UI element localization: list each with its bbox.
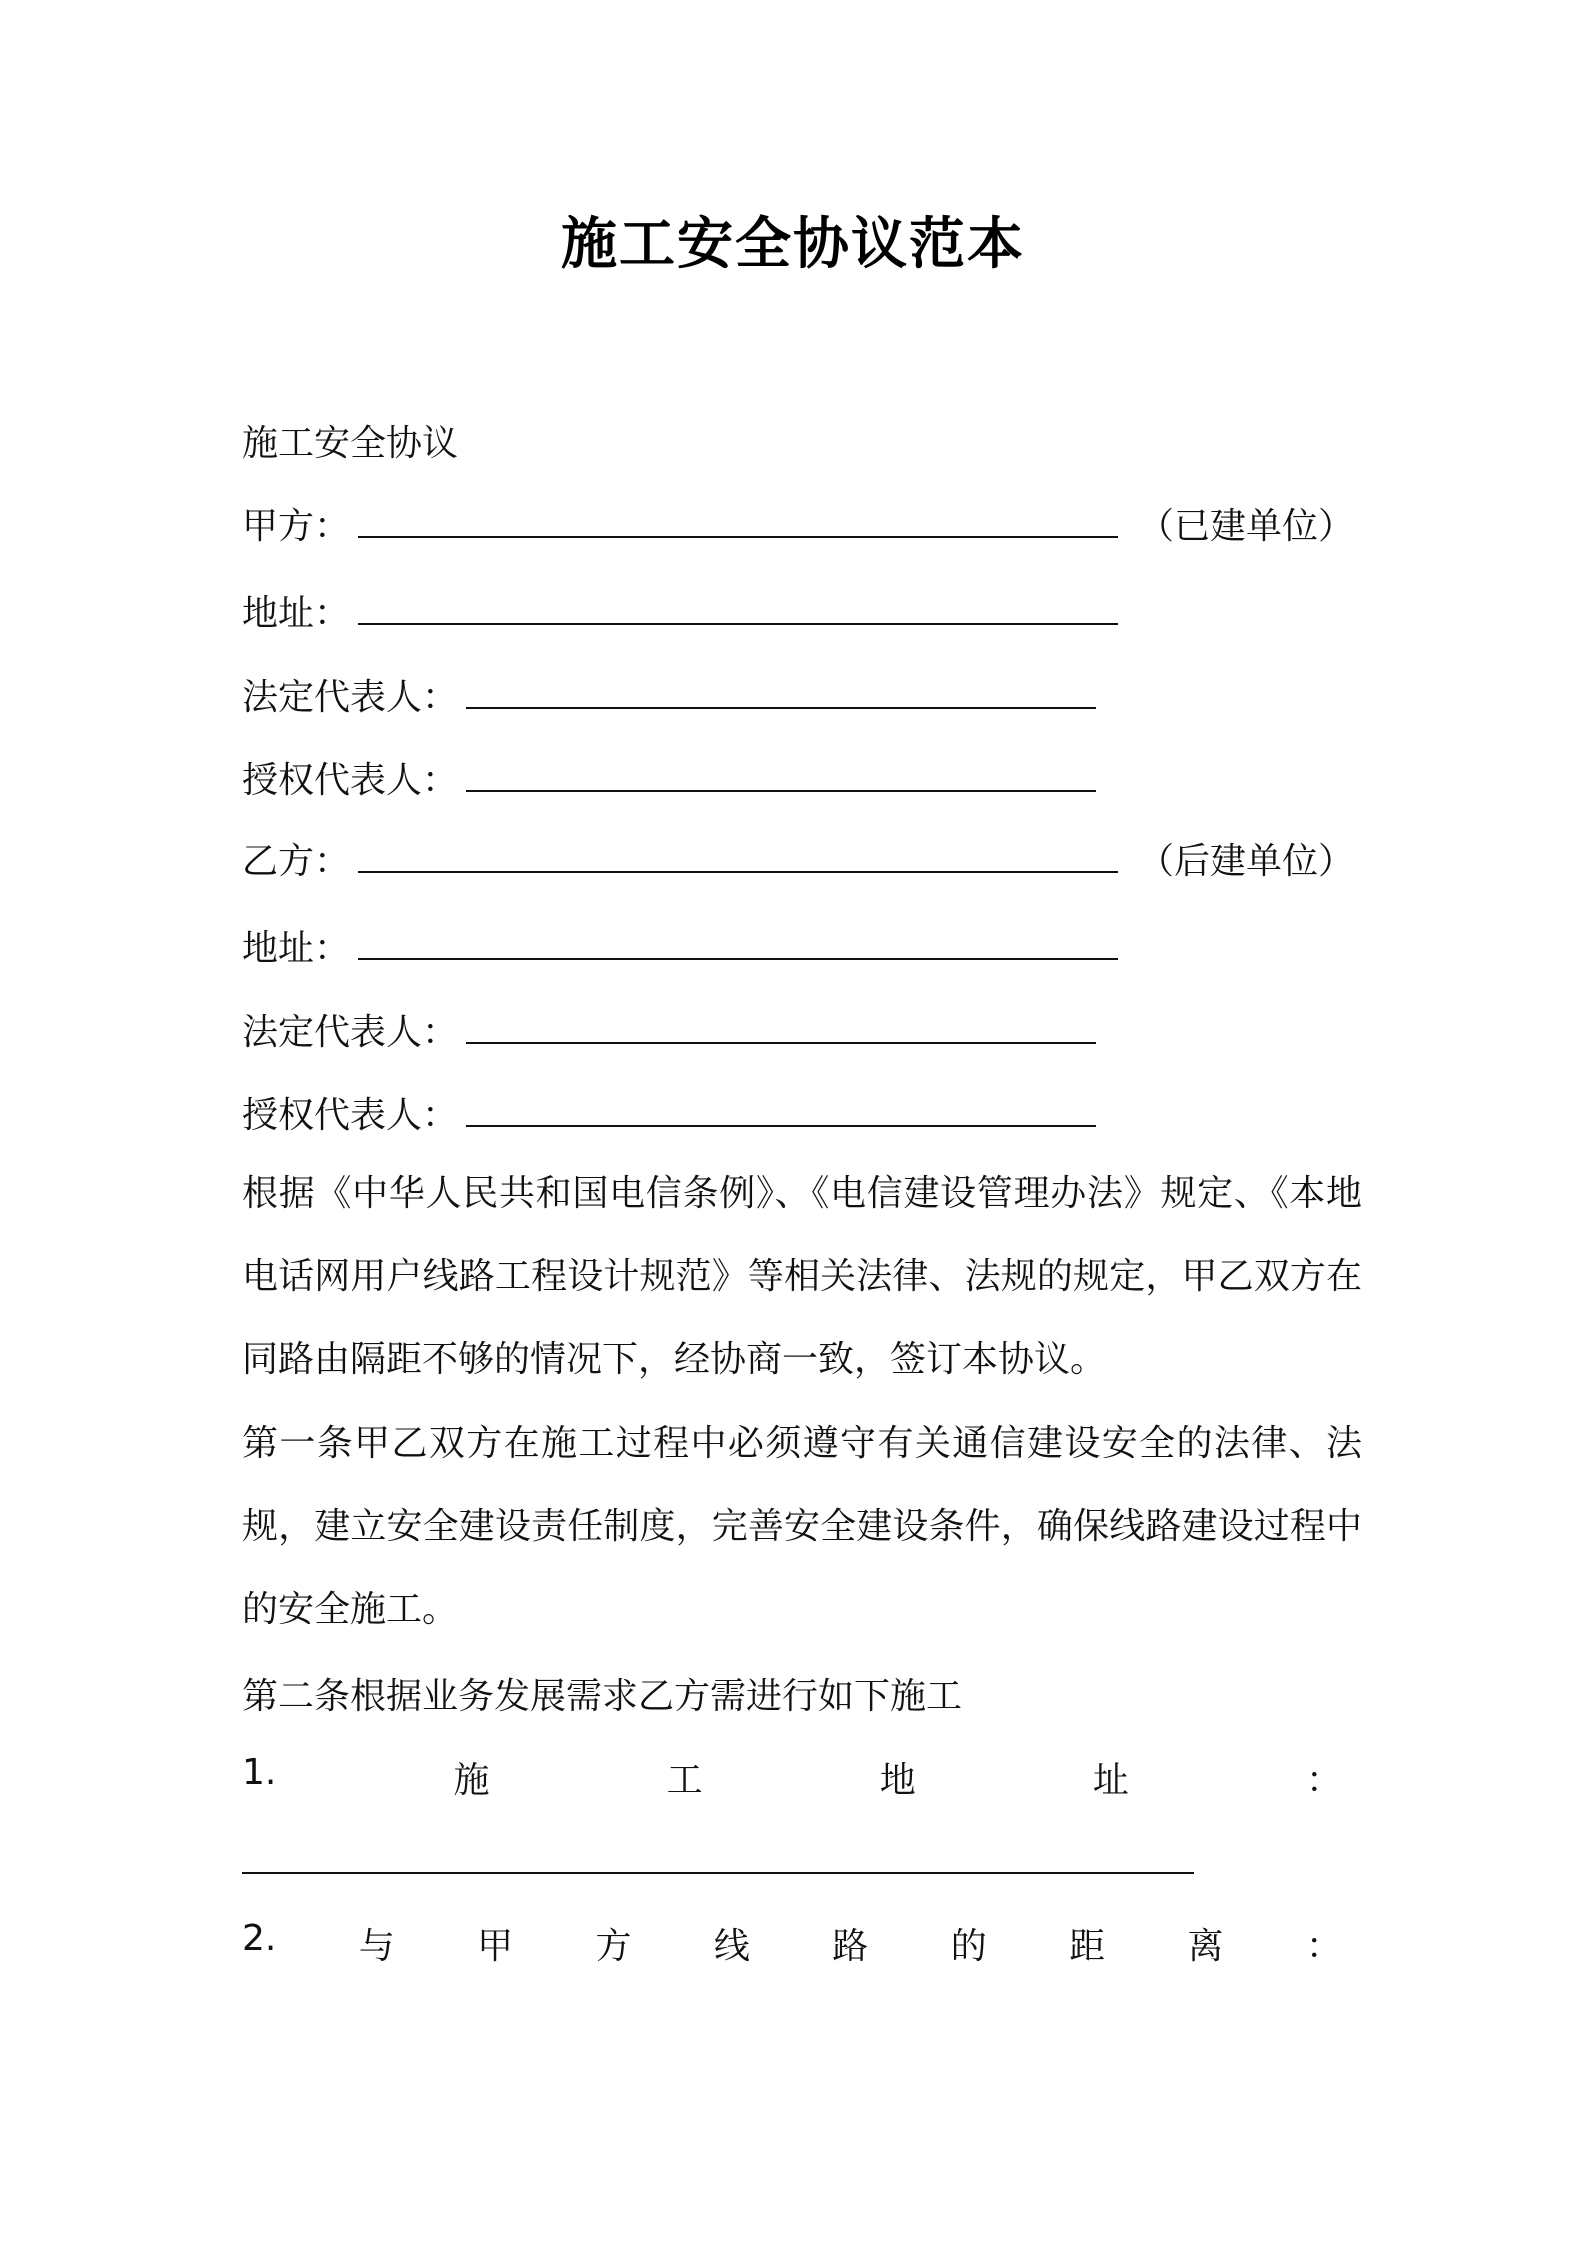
party-b-legal-rep-line <box>242 1004 1096 1055</box>
party-a-suffix: （已建单位） <box>1138 506 1355 547</box>
party-b-auth-rep-blank[interactable] <box>466 1095 1096 1127</box>
item-1-line <box>242 1752 1342 1803</box>
item-2-char: 甲 <box>477 1926 514 1967</box>
item-2-char: 的 <box>950 1926 987 1967</box>
party-b-label: 乙方： <box>242 841 351 882</box>
item-2-char: 距 <box>1069 1926 1106 1967</box>
item-2-char: 方 <box>595 1926 632 1967</box>
item-2-char: ： <box>1305 1926 1342 1967</box>
item-2-line <box>242 1918 1342 1969</box>
item-1-char: 地 <box>879 1760 916 1801</box>
party-a-address-blank[interactable] <box>358 593 1118 625</box>
item-1-address-blank[interactable] <box>242 1870 1194 1874</box>
item-1-char: 施 <box>453 1760 490 1801</box>
item-2-char: 线 <box>713 1926 750 1967</box>
party-a-legal-rep-label: 法定代表人： <box>242 677 459 718</box>
item-1-number: 1. <box>242 1752 277 1793</box>
party-a-line <box>242 498 1354 549</box>
item-2-char: 离 <box>1187 1926 1224 1967</box>
agreement-subtitle: 施工安全协议 <box>242 423 459 464</box>
item-1-char: 址 <box>1092 1760 1129 1801</box>
party-a-address-label: 地址： <box>242 593 351 634</box>
party-b-line <box>242 833 1354 884</box>
item-1-char: 工 <box>666 1760 703 1801</box>
party-a-blank[interactable] <box>358 506 1118 538</box>
party-b-address-blank[interactable] <box>358 928 1118 960</box>
item-2-char: 路 <box>832 1926 869 1967</box>
party-a-legal-rep-blank[interactable] <box>466 677 1096 709</box>
item-2-char: 与 <box>358 1926 395 1967</box>
preamble-paragraph: 根据《中华人民共和国电信条例》、《电信建设管理办法》规定、《本地电话网用户线路工程设计规范》等相关法律、法规的规定，甲乙双方在同路由隔距不够的情况下，经协商一致，签订本协议。 <box>242 1173 1362 1380</box>
party-b-address-label: 地址： <box>242 928 351 969</box>
party-a-label: 甲方： <box>242 506 351 547</box>
item-2-number: 2. <box>242 1918 277 1959</box>
item-1-char: ： <box>1305 1760 1342 1801</box>
party-b-blank[interactable] <box>358 841 1118 873</box>
document-title: 施工安全协议范本 <box>561 212 1025 277</box>
party-a-auth-rep-line <box>242 752 1096 803</box>
party-b-auth-rep-label: 授权代表人： <box>242 1095 459 1136</box>
party-a-auth-rep-label: 授权代表人： <box>242 760 459 801</box>
party-b-address-line <box>242 920 1118 971</box>
party-b-legal-rep-blank[interactable] <box>466 1012 1096 1044</box>
party-b-suffix: （后建单位） <box>1138 841 1355 882</box>
article-2-heading: 第二条根据业务发展需求乙方需进行如下施工 <box>242 1676 963 1717</box>
article-1-paragraph: 第一条甲乙双方在施工过程中必须遵守有关通信建设安全的法律、法规，建立安全建设责任制度，完善安全建设条件，确保线路建设过程中的安全施工。 <box>242 1423 1362 1630</box>
party-a-address-line <box>242 585 1118 636</box>
party-a-legal-rep-line <box>242 669 1096 720</box>
party-a-auth-rep-blank[interactable] <box>466 760 1096 792</box>
party-b-legal-rep-label: 法定代表人： <box>242 1012 459 1053</box>
party-b-auth-rep-line <box>242 1087 1096 1138</box>
